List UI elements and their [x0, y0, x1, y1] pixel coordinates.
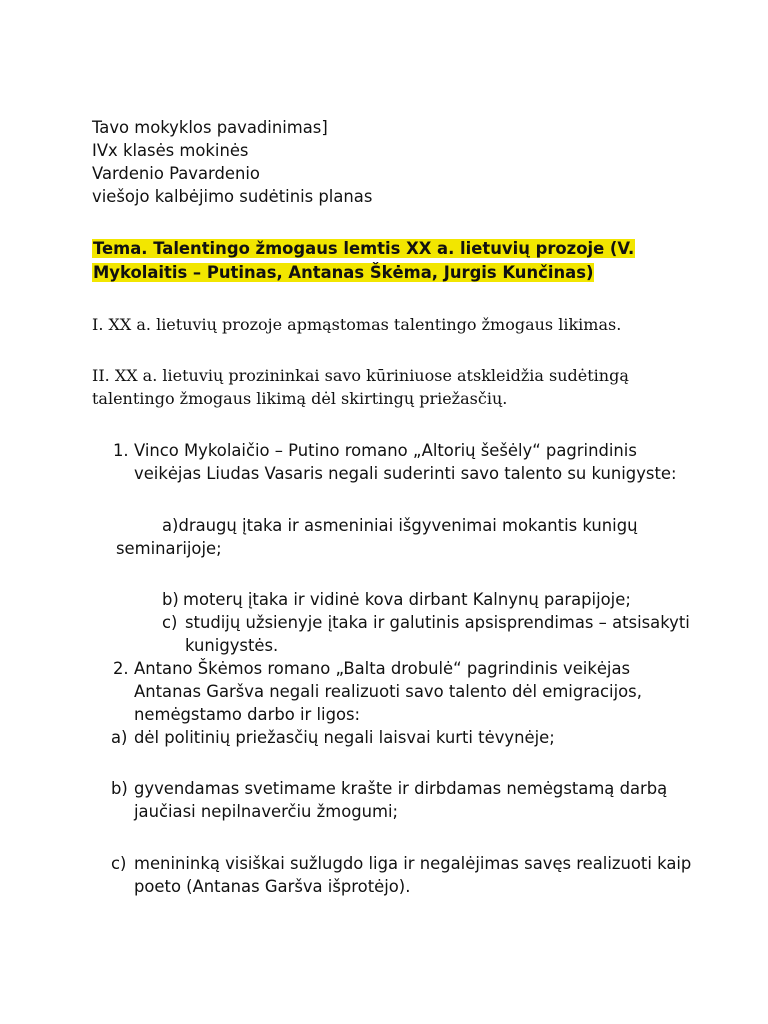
document-type: viešojo kalbėjimo sudėtinis planas	[92, 187, 373, 206]
section-2-line-2: talentingo žmogaus likimą dėl skirtingų priežasčių.	[92, 389, 508, 408]
section-2-line-1: II. XX a. lietuvių prozininkai savo kūriniuose atskleidžia sudėtingą	[92, 366, 629, 385]
item-2b-marker: b)	[111, 779, 128, 798]
item-2c-line-1: menininką visiškai sužlugdo liga ir negalėjimas savęs realizuoti kaip	[134, 854, 692, 873]
item-2a-text: dėl politinių priežasčių negali laisvai kurti tėvynėje;	[134, 728, 555, 747]
item-1-line-2: veikėjas Liudas Vasaris negali suderinti savo talento su kunigyste:	[134, 464, 677, 483]
school-name: Tavo mokyklos pavadinimas]	[92, 118, 328, 137]
item-1a-line-1: a)draugų įtaka ir asmeniniai išgyvenimai mokantis kunigų	[162, 516, 638, 535]
section-1: I. XX a. lietuvių prozoje apmąstomas talentingo žmogaus likimas.	[92, 315, 622, 334]
item-1b-marker: b)	[162, 590, 179, 609]
item-1-line-1: Vinco Mykolaičio – Putino romano „Altorių šešėly“ pagrindinis	[134, 441, 637, 460]
topic-highlight-1: Tema. Talentingo žmogaus lemtis XX a. lietuvių prozoje (V.	[93, 239, 635, 258]
topic-line-2	[92, 261, 594, 284]
list-marker-2: 2.	[113, 659, 129, 678]
item-1c-line-1: studijų užsienyje įtaka ir galutinis apsisprendimas – atsisakyti	[185, 613, 690, 632]
topic-line-1	[92, 237, 635, 260]
item-1a-line-2: seminarijoje;	[116, 539, 222, 558]
item-1c-line-2: kunigystės.	[185, 636, 279, 655]
item-2-line-3: nemėgstamo darbo ir ligos:	[134, 705, 361, 724]
item-2b-line-1: gyvendamas svetimame krašte ir dirbdamas nemėgstamą darbą	[134, 779, 668, 798]
item-1c-marker: c)	[162, 613, 178, 632]
student-class: IVx klasės mokinės	[92, 141, 249, 160]
item-2b-line-2: jaučiasi nepilnaverčiu žmogumi;	[134, 802, 399, 821]
student-name: Vardenio Pavardenio	[92, 164, 260, 183]
item-2a-marker: a)	[111, 728, 128, 747]
item-2c-line-2: poeto (Antanas Garšva išprotėjo).	[134, 877, 411, 896]
item-2-line-2: Antanas Garšva negali realizuoti savo talento dėl emigracijos,	[134, 682, 642, 701]
item-1b-text: moterų įtaka ir vidinė kova dirbant Kalnynų parapijoje;	[183, 590, 631, 609]
item-2c-marker: c)	[111, 854, 127, 873]
list-marker-1: 1.	[113, 441, 129, 460]
topic-highlight-2: Mykolaitis – Putinas, Antanas Škėma, Jurgis Kunčinas)	[93, 263, 594, 282]
item-2-line-1: Antano Škėmos romano „Balta drobulė“ pagrindinis veikėjas	[134, 659, 631, 678]
